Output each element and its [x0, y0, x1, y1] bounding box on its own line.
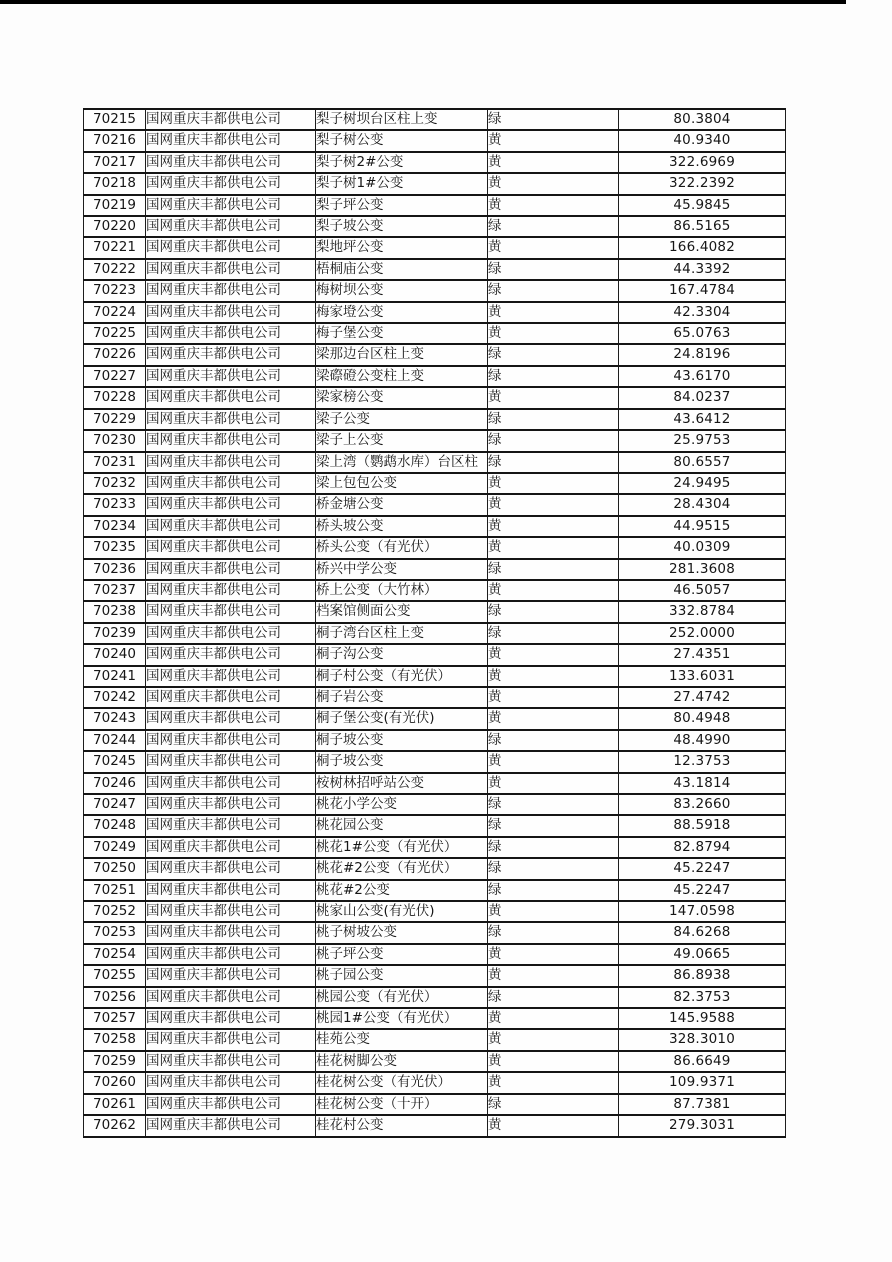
cell-company: 国网重庆丰都供电公司	[146, 302, 316, 323]
cell-value: 86.6649	[619, 1051, 786, 1072]
cell-company: 国网重庆丰都供电公司	[146, 323, 316, 344]
cell-id: 70239	[84, 623, 146, 644]
cell-company: 国网重庆丰都供电公司	[146, 430, 316, 451]
table-row	[84, 944, 786, 965]
cell-company: 国网重庆丰都供电公司	[146, 944, 316, 965]
cell-status: 黄	[488, 773, 619, 794]
cell-name: 梨子树公变	[316, 130, 488, 151]
cell-company: 国网重庆丰都供电公司	[146, 387, 316, 408]
cell-id: 70215	[84, 109, 146, 130]
cell-status: 绿	[488, 837, 619, 858]
cell-id: 70258	[84, 1029, 146, 1050]
cell-company: 国网重庆丰都供电公司	[146, 559, 316, 580]
cell-company: 国网重庆丰都供电公司	[146, 687, 316, 708]
cell-value: 44.9515	[619, 516, 786, 537]
cell-value: 43.1814	[619, 773, 786, 794]
table-row	[84, 837, 786, 858]
table-row	[84, 794, 786, 815]
cell-company: 国网重庆丰都供电公司	[146, 344, 316, 365]
table-row	[84, 259, 786, 280]
cell-company: 国网重庆丰都供电公司	[146, 109, 316, 130]
cell-value: 88.5918	[619, 815, 786, 836]
cell-value: 40.0309	[619, 537, 786, 558]
cell-id: 70236	[84, 559, 146, 580]
cell-status: 绿	[488, 601, 619, 622]
table-row	[84, 537, 786, 558]
cell-value: 145.9588	[619, 1008, 786, 1029]
table-row	[84, 666, 786, 687]
cell-value: 86.8938	[619, 965, 786, 986]
cell-id: 70216	[84, 130, 146, 151]
cell-value: 80.3804	[619, 109, 786, 130]
cell-name: 梨子坡公变	[316, 216, 488, 237]
cell-name: 梨子树1#公变	[316, 173, 488, 194]
cell-value: 80.6557	[619, 452, 786, 473]
cell-value: 44.3392	[619, 259, 786, 280]
cell-company: 国网重庆丰都供电公司	[146, 537, 316, 558]
cell-name: 桂花树脚公变	[316, 1051, 488, 1072]
table-row	[84, 987, 786, 1008]
cell-id: 70253	[84, 922, 146, 943]
table-row	[84, 1008, 786, 1029]
cell-status: 绿	[488, 1094, 619, 1115]
cell-name: 梅树坝公变	[316, 280, 488, 301]
cell-id: 70229	[84, 409, 146, 430]
cell-value: 43.6170	[619, 366, 786, 387]
cell-company: 国网重庆丰都供电公司	[146, 666, 316, 687]
cell-status: 黄	[488, 130, 619, 151]
cell-status: 绿	[488, 858, 619, 879]
cell-status: 绿	[488, 730, 619, 751]
cell-name: 桃子园公变	[316, 965, 488, 986]
cell-status: 黄	[488, 195, 619, 216]
cell-value: 281.3608	[619, 559, 786, 580]
cell-name: 梁那边台区柱上变	[316, 344, 488, 365]
cell-status: 绿	[488, 344, 619, 365]
cell-status: 黄	[488, 901, 619, 922]
table-row	[84, 516, 786, 537]
cell-status: 绿	[488, 259, 619, 280]
cell-name: 桐子湾台区柱上变	[316, 623, 488, 644]
cell-name: 梨子树坝台区柱上变	[316, 109, 488, 130]
cell-value: 49.0665	[619, 944, 786, 965]
cell-name: 梅子堡公变	[316, 323, 488, 344]
cell-name: 桥头公变（有光伏）	[316, 537, 488, 558]
cell-id: 70218	[84, 173, 146, 194]
cell-status: 黄	[488, 237, 619, 258]
table-row	[84, 751, 786, 772]
cell-value: 328.3010	[619, 1029, 786, 1050]
cell-company: 国网重庆丰都供电公司	[146, 751, 316, 772]
cell-id: 70225	[84, 323, 146, 344]
cell-company: 国网重庆丰都供电公司	[146, 516, 316, 537]
cell-id: 70244	[84, 730, 146, 751]
cell-company: 国网重庆丰都供电公司	[146, 1029, 316, 1050]
cell-value: 45.2247	[619, 880, 786, 901]
cell-status: 黄	[488, 516, 619, 537]
table-row	[84, 1051, 786, 1072]
table-row	[84, 623, 786, 644]
cell-value: 332.8784	[619, 601, 786, 622]
cell-company: 国网重庆丰都供电公司	[146, 452, 316, 473]
table-row	[84, 708, 786, 729]
cell-name: 档案馆侧面公变	[316, 601, 488, 622]
cell-value: 166.4082	[619, 237, 786, 258]
table-row	[84, 858, 786, 879]
cell-status: 黄	[488, 173, 619, 194]
cell-name: 桂苑公变	[316, 1029, 488, 1050]
table-row	[84, 216, 786, 237]
cell-company: 国网重庆丰都供电公司	[146, 880, 316, 901]
cell-id: 70262	[84, 1115, 146, 1136]
table-row	[84, 880, 786, 901]
cell-status: 绿	[488, 815, 619, 836]
cell-name: 桐子沟公变	[316, 644, 488, 665]
cell-status: 绿	[488, 922, 619, 943]
cell-name: 桃子树坡公变	[316, 922, 488, 943]
cell-company: 国网重庆丰都供电公司	[146, 922, 316, 943]
cell-id: 70243	[84, 708, 146, 729]
cell-status: 绿	[488, 409, 619, 430]
cell-name: 梨子树2#公变	[316, 152, 488, 173]
cell-status: 黄	[488, 580, 619, 601]
cell-status: 黄	[488, 1115, 619, 1136]
cell-status: 黄	[488, 965, 619, 986]
cell-id: 70228	[84, 387, 146, 408]
cell-company: 国网重庆丰都供电公司	[146, 1072, 316, 1093]
table-row	[84, 773, 786, 794]
cell-company: 国网重庆丰都供电公司	[146, 644, 316, 665]
cell-company: 国网重庆丰都供电公司	[146, 580, 316, 601]
cell-company: 国网重庆丰都供电公司	[146, 216, 316, 237]
cell-company: 国网重庆丰都供电公司	[146, 965, 316, 986]
cell-name: 梁子公变	[316, 409, 488, 430]
cell-value: 46.5057	[619, 580, 786, 601]
cell-id: 70259	[84, 1051, 146, 1072]
cell-name: 桃园公变（有光伏）	[316, 987, 488, 1008]
cell-id: 70238	[84, 601, 146, 622]
cell-status: 黄	[488, 666, 619, 687]
cell-id: 70246	[84, 773, 146, 794]
cell-value: 27.4351	[619, 644, 786, 665]
cell-name: 桥上公变（大竹林）	[316, 580, 488, 601]
cell-name: 桂花树公变（有光伏）	[316, 1072, 488, 1093]
cell-id: 70227	[84, 366, 146, 387]
table-row	[84, 1072, 786, 1093]
cell-company: 国网重庆丰都供电公司	[146, 280, 316, 301]
table-row	[84, 901, 786, 922]
cell-id: 70247	[84, 794, 146, 815]
cell-value: 147.0598	[619, 901, 786, 922]
cell-company: 国网重庆丰都供电公司	[146, 1051, 316, 1072]
cell-id: 70226	[84, 344, 146, 365]
cell-name: 梨子坪公变	[316, 195, 488, 216]
cell-name: 桂花树公变（十开）	[316, 1094, 488, 1115]
transformer-station-table	[83, 108, 786, 1138]
table-row	[84, 323, 786, 344]
cell-value: 322.2392	[619, 173, 786, 194]
table-row	[84, 687, 786, 708]
cell-status: 黄	[488, 708, 619, 729]
cell-status: 绿	[488, 880, 619, 901]
cell-id: 70223	[84, 280, 146, 301]
cell-value: 65.0763	[619, 323, 786, 344]
cell-status: 黄	[488, 751, 619, 772]
cell-company: 国网重庆丰都供电公司	[146, 730, 316, 751]
cell-value: 24.8196	[619, 344, 786, 365]
cell-company: 国网重庆丰都供电公司	[146, 815, 316, 836]
cell-status: 黄	[488, 944, 619, 965]
table-row	[84, 1029, 786, 1050]
cell-value: 80.4948	[619, 708, 786, 729]
cell-id: 70220	[84, 216, 146, 237]
cell-status: 黄	[488, 387, 619, 408]
cell-name: 桐子堡公变(有光伏)	[316, 708, 488, 729]
cell-id: 70234	[84, 516, 146, 537]
cell-name: 梨地坪公变	[316, 237, 488, 258]
cell-value: 24.9495	[619, 473, 786, 494]
table-row	[84, 130, 786, 151]
cell-company: 国网重庆丰都供电公司	[146, 837, 316, 858]
cell-id: 70217	[84, 152, 146, 173]
cell-id: 70261	[84, 1094, 146, 1115]
cell-status: 黄	[488, 1008, 619, 1029]
cell-value: 48.4990	[619, 730, 786, 751]
cell-name: 桃花#2公变	[316, 880, 488, 901]
cell-company: 国网重庆丰都供电公司	[146, 1094, 316, 1115]
cell-value: 27.4742	[619, 687, 786, 708]
cell-id: 70219	[84, 195, 146, 216]
cell-name: 桃子坪公变	[316, 944, 488, 965]
cell-value: 84.0237	[619, 387, 786, 408]
cell-id: 70249	[84, 837, 146, 858]
cell-status: 黄	[488, 494, 619, 515]
cell-name: 桐子村公变（有光伏）	[316, 666, 488, 687]
cell-status: 绿	[488, 366, 619, 387]
cell-value: 133.6031	[619, 666, 786, 687]
cell-name: 桂花村公变	[316, 1115, 488, 1136]
cell-company: 国网重庆丰都供电公司	[146, 473, 316, 494]
table-row	[84, 366, 786, 387]
cell-status: 绿	[488, 452, 619, 473]
cell-value: 25.9753	[619, 430, 786, 451]
table-row	[84, 965, 786, 986]
cell-id: 70242	[84, 687, 146, 708]
cell-id: 70250	[84, 858, 146, 879]
cell-status: 绿	[488, 109, 619, 130]
cell-status: 绿	[488, 430, 619, 451]
cell-company: 国网重庆丰都供电公司	[146, 173, 316, 194]
cell-status: 绿	[488, 216, 619, 237]
table-row	[84, 922, 786, 943]
cell-name: 梁磜磴公变柱上变	[316, 366, 488, 387]
cell-status: 黄	[488, 1029, 619, 1050]
table-row	[84, 409, 786, 430]
cell-id: 70230	[84, 430, 146, 451]
cell-id: 70221	[84, 237, 146, 258]
cell-status: 黄	[488, 644, 619, 665]
cell-company: 国网重庆丰都供电公司	[146, 195, 316, 216]
table-row	[84, 152, 786, 173]
cell-name: 桃花园公变	[316, 815, 488, 836]
cell-status: 黄	[488, 537, 619, 558]
cell-status: 黄	[488, 1051, 619, 1072]
cell-name: 桃园1#公变（有光伏）	[316, 1008, 488, 1029]
cell-company: 国网重庆丰都供电公司	[146, 794, 316, 815]
cell-value: 167.4784	[619, 280, 786, 301]
cell-value: 82.3753	[619, 987, 786, 1008]
cell-company: 国网重庆丰都供电公司	[146, 152, 316, 173]
cell-value: 45.9845	[619, 195, 786, 216]
cell-name: 梅家墱公变	[316, 302, 488, 323]
table-row	[84, 559, 786, 580]
cell-name: 桃家山公变(有光伏)	[316, 901, 488, 922]
cell-id: 70254	[84, 944, 146, 965]
cell-id: 70231	[84, 452, 146, 473]
cell-name: 桥兴中学公变	[316, 559, 488, 580]
cell-value: 252.0000	[619, 623, 786, 644]
cell-id: 70233	[84, 494, 146, 515]
cell-value: 28.4304	[619, 494, 786, 515]
table-row	[84, 344, 786, 365]
cell-name: 桥金塘公变	[316, 494, 488, 515]
table-row	[84, 473, 786, 494]
cell-value: 86.5165	[619, 216, 786, 237]
cell-name: 梁上湾（鹦鹉水库）台区柱	[316, 452, 488, 473]
table-row	[84, 237, 786, 258]
cell-name: 桐子坡公变	[316, 751, 488, 772]
table-row	[84, 580, 786, 601]
cell-id: 70257	[84, 1008, 146, 1029]
table-row	[84, 494, 786, 515]
cell-value: 40.9340	[619, 130, 786, 151]
cell-id: 70232	[84, 473, 146, 494]
table-row	[84, 280, 786, 301]
cell-company: 国网重庆丰都供电公司	[146, 623, 316, 644]
cell-name: 桉树林招呼站公变	[316, 773, 488, 794]
window-top-edge	[0, 0, 846, 4]
cell-id: 70224	[84, 302, 146, 323]
cell-company: 国网重庆丰都供电公司	[146, 858, 316, 879]
cell-company: 国网重庆丰都供电公司	[146, 987, 316, 1008]
cell-status: 黄	[488, 152, 619, 173]
cell-id: 70237	[84, 580, 146, 601]
cell-status: 黄	[488, 1072, 619, 1093]
cell-company: 国网重庆丰都供电公司	[146, 366, 316, 387]
table-row	[84, 109, 786, 130]
cell-id: 70235	[84, 537, 146, 558]
cell-status: 绿	[488, 794, 619, 815]
cell-name: 梁子上公变	[316, 430, 488, 451]
table-row	[84, 195, 786, 216]
cell-name: 桥头坡公变	[316, 516, 488, 537]
cell-name: 梁家榜公变	[316, 387, 488, 408]
table-row	[84, 430, 786, 451]
cell-status: 绿	[488, 559, 619, 580]
cell-company: 国网重庆丰都供电公司	[146, 708, 316, 729]
table-row	[84, 730, 786, 751]
cell-status: 绿	[488, 280, 619, 301]
cell-value: 87.7381	[619, 1094, 786, 1115]
cell-id: 70245	[84, 751, 146, 772]
cell-company: 国网重庆丰都供电公司	[146, 1008, 316, 1029]
cell-id: 70260	[84, 1072, 146, 1093]
cell-value: 83.2660	[619, 794, 786, 815]
cell-name: 梧桐庙公变	[316, 259, 488, 280]
cell-status: 绿	[488, 987, 619, 1008]
cell-status: 绿	[488, 623, 619, 644]
cell-value: 12.3753	[619, 751, 786, 772]
cell-status: 黄	[488, 302, 619, 323]
table-row	[84, 815, 786, 836]
table-row	[84, 387, 786, 408]
cell-id: 70222	[84, 259, 146, 280]
cell-company: 国网重庆丰都供电公司	[146, 773, 316, 794]
cell-name: 桃花小学公变	[316, 794, 488, 815]
table-row	[84, 173, 786, 194]
cell-name: 桃花#2公变（有光伏）	[316, 858, 488, 879]
cell-company: 国网重庆丰都供电公司	[146, 901, 316, 922]
cell-id: 70251	[84, 880, 146, 901]
cell-name: 桐子坡公变	[316, 730, 488, 751]
cell-company: 国网重庆丰都供电公司	[146, 259, 316, 280]
table-row	[84, 302, 786, 323]
cell-id: 70256	[84, 987, 146, 1008]
cell-value: 279.3031	[619, 1115, 786, 1136]
cell-company: 国网重庆丰都供电公司	[146, 130, 316, 151]
cell-value: 45.2247	[619, 858, 786, 879]
cell-value: 43.6412	[619, 409, 786, 430]
cell-value: 84.6268	[619, 922, 786, 943]
cell-name: 桐子岩公变	[316, 687, 488, 708]
cell-id: 70252	[84, 901, 146, 922]
table-row	[84, 644, 786, 665]
cell-company: 国网重庆丰都供电公司	[146, 1115, 316, 1136]
table-row	[84, 1115, 786, 1136]
cell-value: 82.8794	[619, 837, 786, 858]
cell-name: 梁上包包公变	[316, 473, 488, 494]
cell-company: 国网重庆丰都供电公司	[146, 494, 316, 515]
cell-value: 42.3304	[619, 302, 786, 323]
cell-value: 322.6969	[619, 152, 786, 173]
cell-id: 70248	[84, 815, 146, 836]
cell-company: 国网重庆丰都供电公司	[146, 601, 316, 622]
cell-value: 109.9371	[619, 1072, 786, 1093]
table-row	[84, 1094, 786, 1115]
cell-id: 70241	[84, 666, 146, 687]
cell-id: 70240	[84, 644, 146, 665]
cell-id: 70255	[84, 965, 146, 986]
table-row	[84, 601, 786, 622]
cell-company: 国网重庆丰都供电公司	[146, 237, 316, 258]
cell-name: 桃花1#公变（有光伏）	[316, 837, 488, 858]
cell-status: 黄	[488, 473, 619, 494]
table-body	[84, 109, 786, 1137]
cell-company: 国网重庆丰都供电公司	[146, 409, 316, 430]
cell-status: 黄	[488, 687, 619, 708]
table-row	[84, 452, 786, 473]
cell-status: 黄	[488, 323, 619, 344]
